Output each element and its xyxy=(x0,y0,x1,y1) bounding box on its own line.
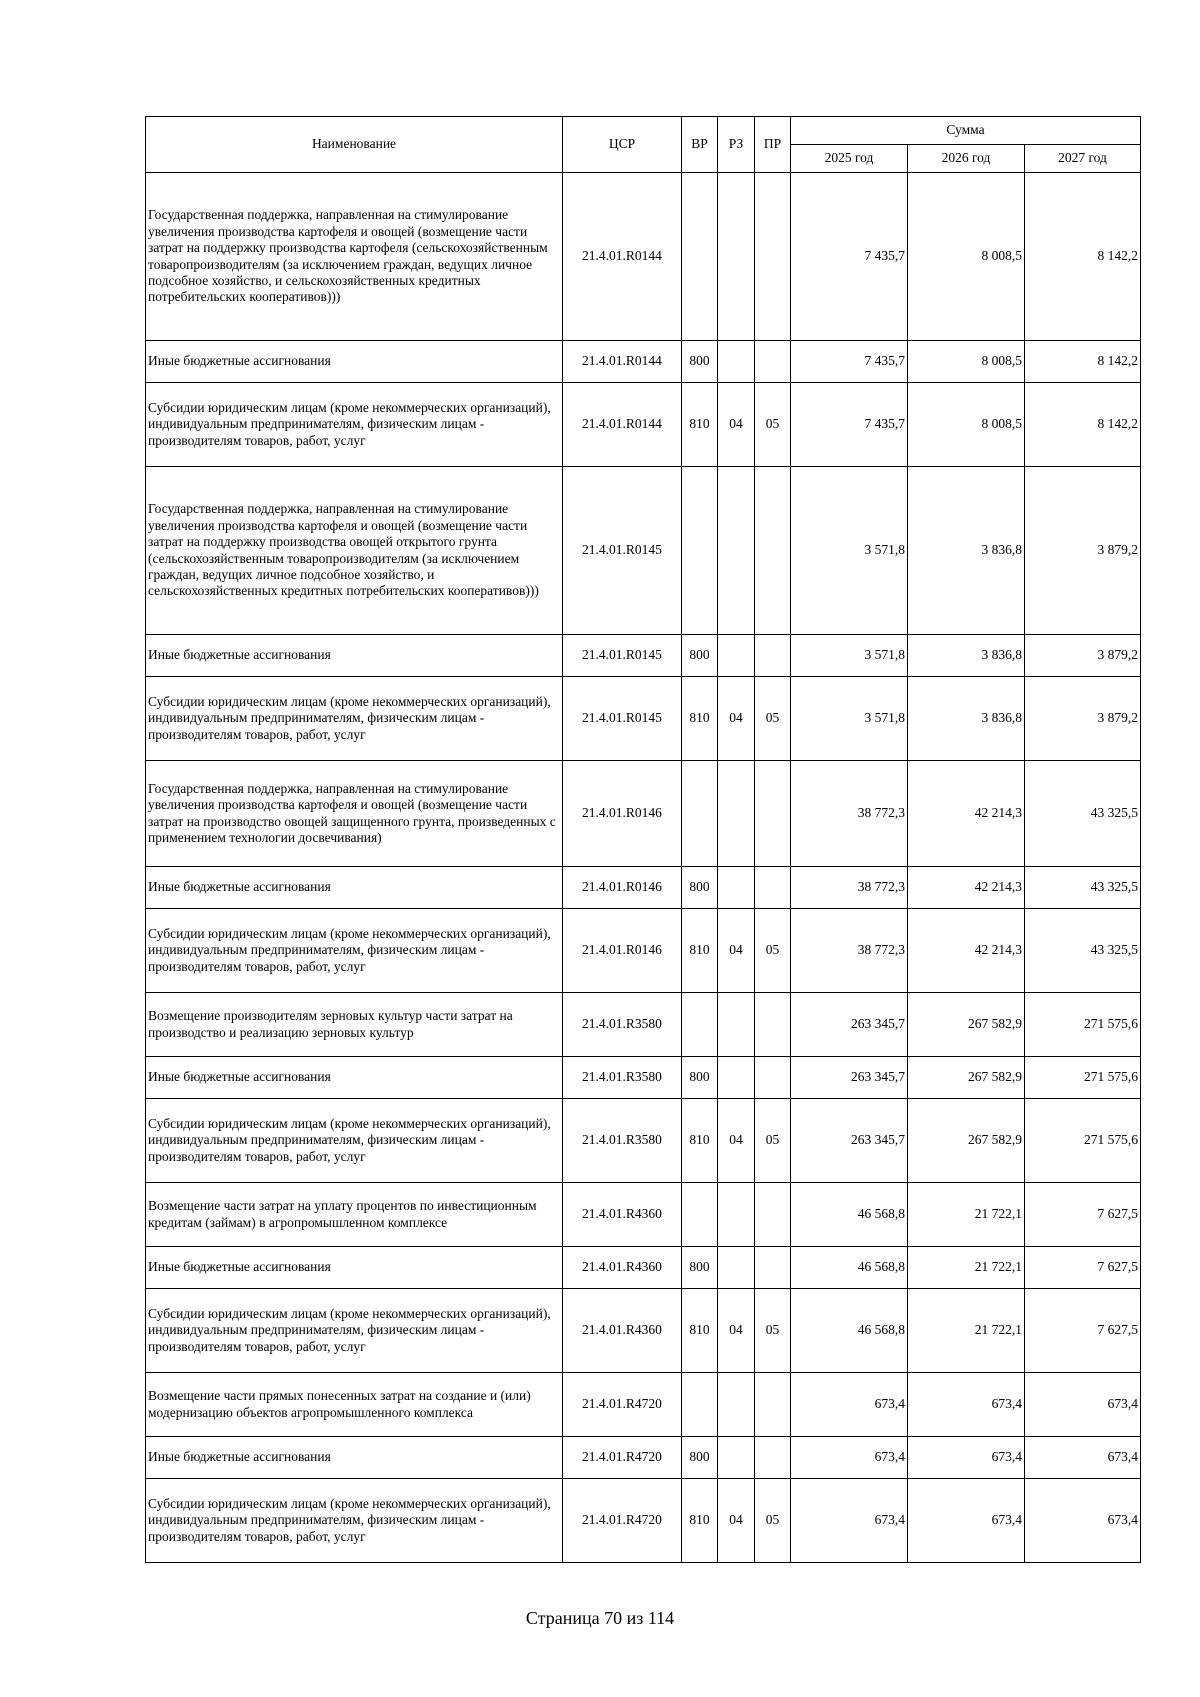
cell-pr xyxy=(755,467,791,635)
cell-rz xyxy=(718,993,755,1057)
cell-2027: 3 879,2 xyxy=(1025,677,1141,761)
cell-2027: 43 325,5 xyxy=(1025,761,1141,867)
cell-vr: 800 xyxy=(682,341,718,383)
header-sum: Сумма xyxy=(791,117,1141,145)
cell-pr: 05 xyxy=(755,1099,791,1183)
cell-rz xyxy=(718,867,755,909)
cell-csr: 21.4.01.R3580 xyxy=(563,1099,682,1183)
cell-pr: 05 xyxy=(755,1289,791,1373)
cell-rz: 04 xyxy=(718,677,755,761)
cell-2025: 46 568,8 xyxy=(791,1183,908,1247)
table-row xyxy=(146,761,1141,867)
cell-name: Иные бюджетные ассигнования xyxy=(146,341,563,383)
cell-2027: 673,4 xyxy=(1025,1437,1141,1479)
cell-csr: 21.4.01.R0146 xyxy=(563,909,682,993)
cell-name: Государственная поддержка, направленная на стимулирование увеличения производства картофеля и овощей (возмещение части затрат на поддержку производства овощей открытого грунта (сельскохозяйственным товаропроизводителям (за исключением граждан, ведущих личное подсобное хозяйство, и сельскохозяйственных кредитных потребительских кооперативов))) xyxy=(146,467,563,635)
cell-csr: 21.4.01.R0145 xyxy=(563,467,682,635)
cell-rz xyxy=(718,1057,755,1099)
table-row xyxy=(146,467,1141,635)
cell-csr: 21.4.01.R0145 xyxy=(563,677,682,761)
cell-csr: 21.4.01.R4720 xyxy=(563,1437,682,1479)
cell-2026: 3 836,8 xyxy=(908,677,1025,761)
header-name: Наименование xyxy=(146,117,563,173)
cell-pr: 05 xyxy=(755,383,791,467)
cell-rz xyxy=(718,1373,755,1437)
cell-pr xyxy=(755,1057,791,1099)
cell-vr: 810 xyxy=(682,1099,718,1183)
cell-rz: 04 xyxy=(718,909,755,993)
header-year-2025: 2025 год xyxy=(791,145,908,173)
table-row xyxy=(146,341,1141,383)
cell-name: Субсидии юридическим лицам (кроме некоммерческих организаций), индивидуальным предпринимателям, физическим лицам - производителям товаров, работ, услуг xyxy=(146,909,563,993)
cell-rz xyxy=(718,761,755,867)
cell-name: Иные бюджетные ассигнования xyxy=(146,1247,563,1289)
cell-rz: 04 xyxy=(718,1099,755,1183)
cell-vr: 810 xyxy=(682,1479,718,1563)
table-row xyxy=(146,677,1141,761)
table-row xyxy=(146,1247,1141,1289)
cell-2025: 3 571,8 xyxy=(791,467,908,635)
cell-csr: 21.4.01.R0146 xyxy=(563,867,682,909)
cell-vr: 810 xyxy=(682,1289,718,1373)
cell-2027: 7 627,5 xyxy=(1025,1183,1141,1247)
cell-pr xyxy=(755,993,791,1057)
cell-2026: 673,4 xyxy=(908,1437,1025,1479)
cell-name: Возмещение части прямых понесенных затрат на создание и (или) модернизацию объектов агропромышленного комплекса xyxy=(146,1373,563,1437)
table-header xyxy=(146,117,1141,173)
cell-vr: 810 xyxy=(682,909,718,993)
cell-2026: 267 582,9 xyxy=(908,993,1025,1057)
cell-2025: 673,4 xyxy=(791,1479,908,1563)
cell-2027: 8 142,2 xyxy=(1025,383,1141,467)
cell-2025: 673,4 xyxy=(791,1437,908,1479)
cell-2026: 673,4 xyxy=(908,1373,1025,1437)
cell-csr: 21.4.01.R3580 xyxy=(563,993,682,1057)
cell-2025: 263 345,7 xyxy=(791,1057,908,1099)
cell-2027: 673,4 xyxy=(1025,1373,1141,1437)
cell-pr xyxy=(755,761,791,867)
cell-2025: 38 772,3 xyxy=(791,867,908,909)
header-year-2026: 2026 год xyxy=(908,145,1025,173)
cell-rz: 04 xyxy=(718,1289,755,1373)
cell-2027: 43 325,5 xyxy=(1025,867,1141,909)
header-pr: ПР xyxy=(755,117,791,173)
cell-rz xyxy=(718,341,755,383)
cell-rz: 04 xyxy=(718,1479,755,1563)
cell-pr xyxy=(755,1373,791,1437)
cell-2025: 46 568,8 xyxy=(791,1289,908,1373)
cell-rz xyxy=(718,173,755,341)
cell-name: Субсидии юридическим лицам (кроме некоммерческих организаций), индивидуальным предпринимателям, физическим лицам - производителям товаров, работ, услуг xyxy=(146,677,563,761)
cell-2026: 8 008,5 xyxy=(908,341,1025,383)
cell-2025: 3 571,8 xyxy=(791,635,908,677)
cell-name: Иные бюджетные ассигнования xyxy=(146,635,563,677)
cell-csr: 21.4.01.R0144 xyxy=(563,383,682,467)
header-rz: РЗ xyxy=(718,117,755,173)
cell-csr: 21.4.01.R3580 xyxy=(563,1057,682,1099)
cell-name: Иные бюджетные ассигнования xyxy=(146,1057,563,1099)
cell-pr xyxy=(755,1437,791,1479)
cell-rz xyxy=(718,1183,755,1247)
table-row xyxy=(146,1373,1141,1437)
cell-name: Субсидии юридическим лицам (кроме некоммерческих организаций), индивидуальным предпринимателям, физическим лицам - производителям товаров, работ, услуг xyxy=(146,1099,563,1183)
cell-csr: 21.4.01.R0144 xyxy=(563,173,682,341)
cell-pr xyxy=(755,173,791,341)
cell-pr: 05 xyxy=(755,1479,791,1563)
table-row xyxy=(146,1479,1141,1563)
cell-2026: 8 008,5 xyxy=(908,383,1025,467)
cell-vr xyxy=(682,173,718,341)
cell-rz xyxy=(718,1247,755,1289)
cell-vr: 800 xyxy=(682,1247,718,1289)
table-row xyxy=(146,1437,1141,1479)
cell-2027: 8 142,2 xyxy=(1025,341,1141,383)
cell-name: Субсидии юридическим лицам (кроме некоммерческих организаций), индивидуальным предпринимателям, физическим лицам - производителям товаров, работ, услуг xyxy=(146,1479,563,1563)
table-row xyxy=(146,383,1141,467)
cell-pr xyxy=(755,1247,791,1289)
cell-2027: 271 575,6 xyxy=(1025,1099,1141,1183)
cell-2027: 7 627,5 xyxy=(1025,1247,1141,1289)
cell-2026: 3 836,8 xyxy=(908,635,1025,677)
cell-vr: 800 xyxy=(682,867,718,909)
cell-csr: 21.4.01.R4720 xyxy=(563,1479,682,1563)
cell-csr: 21.4.01.R4720 xyxy=(563,1373,682,1437)
cell-csr: 21.4.01.R0144 xyxy=(563,341,682,383)
cell-2027: 7 627,5 xyxy=(1025,1289,1141,1373)
cell-vr: 800 xyxy=(682,635,718,677)
cell-vr xyxy=(682,761,718,867)
cell-2027: 8 142,2 xyxy=(1025,173,1141,341)
cell-vr xyxy=(682,1183,718,1247)
table-row xyxy=(146,173,1141,341)
cell-rz xyxy=(718,1437,755,1479)
cell-2027: 271 575,6 xyxy=(1025,1057,1141,1099)
cell-2025: 263 345,7 xyxy=(791,993,908,1057)
cell-2026: 21 722,1 xyxy=(908,1247,1025,1289)
table-row xyxy=(146,909,1141,993)
cell-pr xyxy=(755,867,791,909)
header-vr: ВР xyxy=(682,117,718,173)
cell-2025: 263 345,7 xyxy=(791,1099,908,1183)
cell-vr xyxy=(682,467,718,635)
cell-2027: 3 879,2 xyxy=(1025,635,1141,677)
cell-2026: 21 722,1 xyxy=(908,1289,1025,1373)
cell-vr: 800 xyxy=(682,1437,718,1479)
table-row xyxy=(146,1099,1141,1183)
header-year-2027: 2027 год xyxy=(1025,145,1141,173)
cell-2025: 7 435,7 xyxy=(791,173,908,341)
table-row xyxy=(146,635,1141,677)
cell-2027: 3 879,2 xyxy=(1025,467,1141,635)
cell-pr xyxy=(755,635,791,677)
cell-2026: 673,4 xyxy=(908,1479,1025,1563)
cell-2025: 46 568,8 xyxy=(791,1247,908,1289)
cell-pr xyxy=(755,341,791,383)
cell-name: Государственная поддержка, направленная на стимулирование увеличения производства картофеля и овощей (возмещение части затрат на поддержку производства картофеля (сельскохозяйственным товаропроизводителям (за исключением граждан, ведущих личное подсобное хозяйство, и сельскохозяйственных кредитных потребительских кооперативов))) xyxy=(146,173,563,341)
table-row xyxy=(146,1183,1141,1247)
table-row xyxy=(146,1289,1141,1373)
table-row xyxy=(146,1057,1141,1099)
cell-name: Иные бюджетные ассигнования xyxy=(146,1437,563,1479)
cell-2026: 3 836,8 xyxy=(908,467,1025,635)
cell-csr: 21.4.01.R4360 xyxy=(563,1183,682,1247)
cell-2027: 43 325,5 xyxy=(1025,909,1141,993)
cell-rz xyxy=(718,635,755,677)
table-row xyxy=(146,867,1141,909)
cell-name: Субсидии юридическим лицам (кроме некоммерческих организаций), индивидуальным предпринимателям, физическим лицам - производителям товаров, работ, услуг xyxy=(146,383,563,467)
cell-vr: 810 xyxy=(682,677,718,761)
cell-2026: 42 214,3 xyxy=(908,909,1025,993)
table-body xyxy=(146,173,1141,1563)
cell-rz xyxy=(718,467,755,635)
cell-name: Возмещение производителям зерновых культур части затрат на производство и реализацию зерновых культур xyxy=(146,993,563,1057)
budget-table xyxy=(145,116,1141,1563)
cell-2025: 38 772,3 xyxy=(791,761,908,867)
cell-2025: 673,4 xyxy=(791,1373,908,1437)
cell-vr: 800 xyxy=(682,1057,718,1099)
cell-2025: 38 772,3 xyxy=(791,909,908,993)
header-csr: ЦСР xyxy=(563,117,682,173)
cell-2025: 7 435,7 xyxy=(791,383,908,467)
cell-csr: 21.4.01.R4360 xyxy=(563,1289,682,1373)
cell-vr xyxy=(682,1373,718,1437)
cell-vr xyxy=(682,993,718,1057)
cell-2026: 42 214,3 xyxy=(908,867,1025,909)
cell-2026: 267 582,9 xyxy=(908,1099,1025,1183)
table-row xyxy=(146,993,1141,1057)
cell-rz: 04 xyxy=(718,383,755,467)
cell-2025: 7 435,7 xyxy=(791,341,908,383)
cell-pr xyxy=(755,1183,791,1247)
cell-2026: 8 008,5 xyxy=(908,173,1025,341)
page-number: Страница 70 из 114 xyxy=(525,1608,675,1628)
cell-pr: 05 xyxy=(755,909,791,993)
cell-2027: 271 575,6 xyxy=(1025,993,1141,1057)
cell-csr: 21.4.01.R0145 xyxy=(563,635,682,677)
cell-csr: 21.4.01.R0146 xyxy=(563,761,682,867)
cell-vr: 810 xyxy=(682,383,718,467)
cell-2026: 21 722,1 xyxy=(908,1183,1025,1247)
cell-csr: 21.4.01.R4360 xyxy=(563,1247,682,1289)
cell-name: Возмещение части затрат на уплату процентов по инвестиционным кредитам (займам) в агропромышленном комплексе xyxy=(146,1183,563,1247)
cell-name: Государственная поддержка, направленная на стимулирование увеличения производства картофеля и овощей (возмещение части затрат на производство овощей защищенного грунта, произведенных с применением технологии досвечивания) xyxy=(146,761,563,867)
cell-2025: 3 571,8 xyxy=(791,677,908,761)
cell-2026: 267 582,9 xyxy=(908,1057,1025,1099)
cell-2026: 42 214,3 xyxy=(908,761,1025,867)
cell-2027: 673,4 xyxy=(1025,1479,1141,1563)
cell-name: Субсидии юридическим лицам (кроме некоммерческих организаций), индивидуальным предпринимателям, физическим лицам - производителям товаров, работ, услуг xyxy=(146,1289,563,1373)
cell-name: Иные бюджетные ассигнования xyxy=(146,867,563,909)
cell-pr: 05 xyxy=(755,677,791,761)
